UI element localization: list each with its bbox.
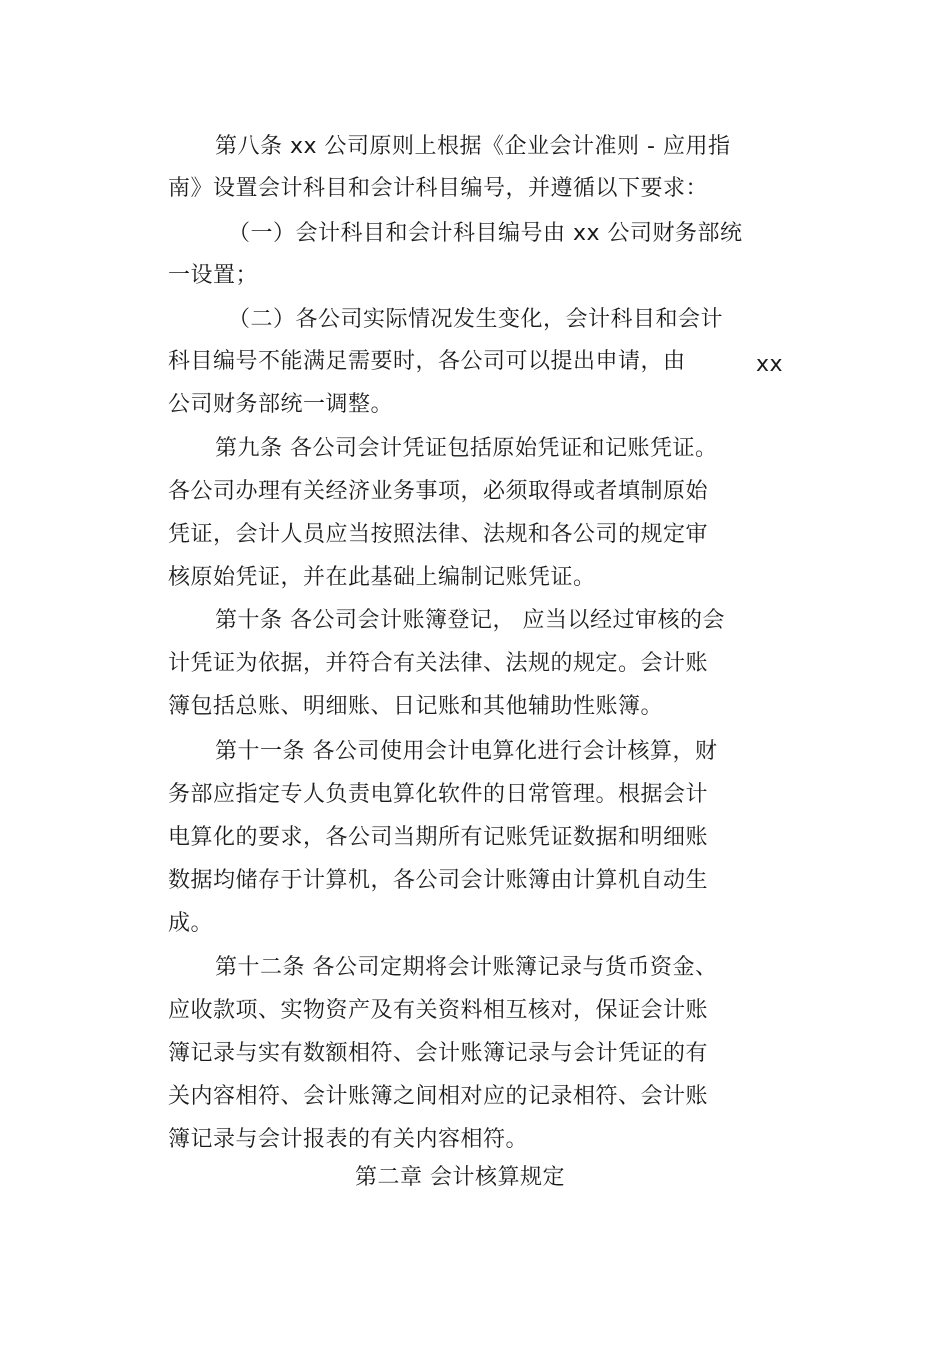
line-article-11-a: 第十一条 各公司使用会计电算化进行会计核算，财 xyxy=(215,739,718,764)
line-article-9-a: 第九条 各公司会计凭证包括原始凭证和记账凭证。 xyxy=(215,436,718,461)
line-item-2-b: 科目编号不能满足需要时，各公司可以提出申请，由 xyxy=(168,349,686,374)
line-article-10-b: 计凭证为依据，并符合有关法律、法规的规定。会计账 xyxy=(168,651,709,676)
line-item-2-a: （二）各公司实际情况发生变化，会计科目和会计 xyxy=(228,307,724,332)
line-article-9-d: 核原始凭证，并在此基础上编制记账凭证。 xyxy=(168,565,596,590)
line-article-9-c: 凭证，会计人员应当按照法律、法规和各公司的规定审 xyxy=(168,522,709,547)
line-article-11-e: 成。 xyxy=(168,911,214,936)
line-article-12-c: 簿记录与实有数额相符、会计账簿记录与会计凭证的有 xyxy=(168,1041,709,1066)
line-item-1-b: 一设置； xyxy=(168,263,259,288)
line-item-1-a: （一）会计科目和会计科目编号由 xx 公司财务部统 xyxy=(228,221,743,246)
chapter-heading: 第二章 会计核算规定 xyxy=(355,1165,565,1190)
line-article-10-c: 簿包括总账、明细账、日记账和其他辅助性账簿。 xyxy=(168,694,664,719)
line-item-2-xx: xx xyxy=(756,352,784,377)
line-article-10-a: 第十条 各公司会计账簿登记， 应当以经过审核的会 xyxy=(215,608,725,633)
line-article-11-c: 电算化的要求，各公司当期所有记账凭证数据和明细账 xyxy=(168,825,709,850)
line-article-9-b: 各公司办理有关经济业务事项，必须取得或者填制原始 xyxy=(168,479,709,504)
line-article-8-a: 第八条 xx 公司原则上根据《企业会计准则 - 应用指 xyxy=(215,134,731,159)
line-article-12-d: 关内容相符、会计账簿之间相对应的记录相符、会计账 xyxy=(168,1084,709,1109)
line-article-11-b: 务部应指定专人负责电算化软件的日常管理。根据会计 xyxy=(168,782,709,807)
line-article-11-d: 数据均储存于计算机，各公司会计账簿由计算机自动生 xyxy=(168,868,709,893)
line-article-12-b: 应收款项、实物资产及有关资料相互核对，保证会计账 xyxy=(168,998,709,1023)
line-article-12-a: 第十二条 各公司定期将会计账簿记录与货币资金、 xyxy=(215,955,718,980)
line-item-2-c: 公司财务部统一调整。 xyxy=(168,392,394,417)
line-article-12-e: 簿记录与会计报表的有关内容相符。 xyxy=(168,1127,529,1152)
line-article-8-b: 南》设置会计科目和会计科目编号，并遵循以下要求： xyxy=(168,176,709,201)
